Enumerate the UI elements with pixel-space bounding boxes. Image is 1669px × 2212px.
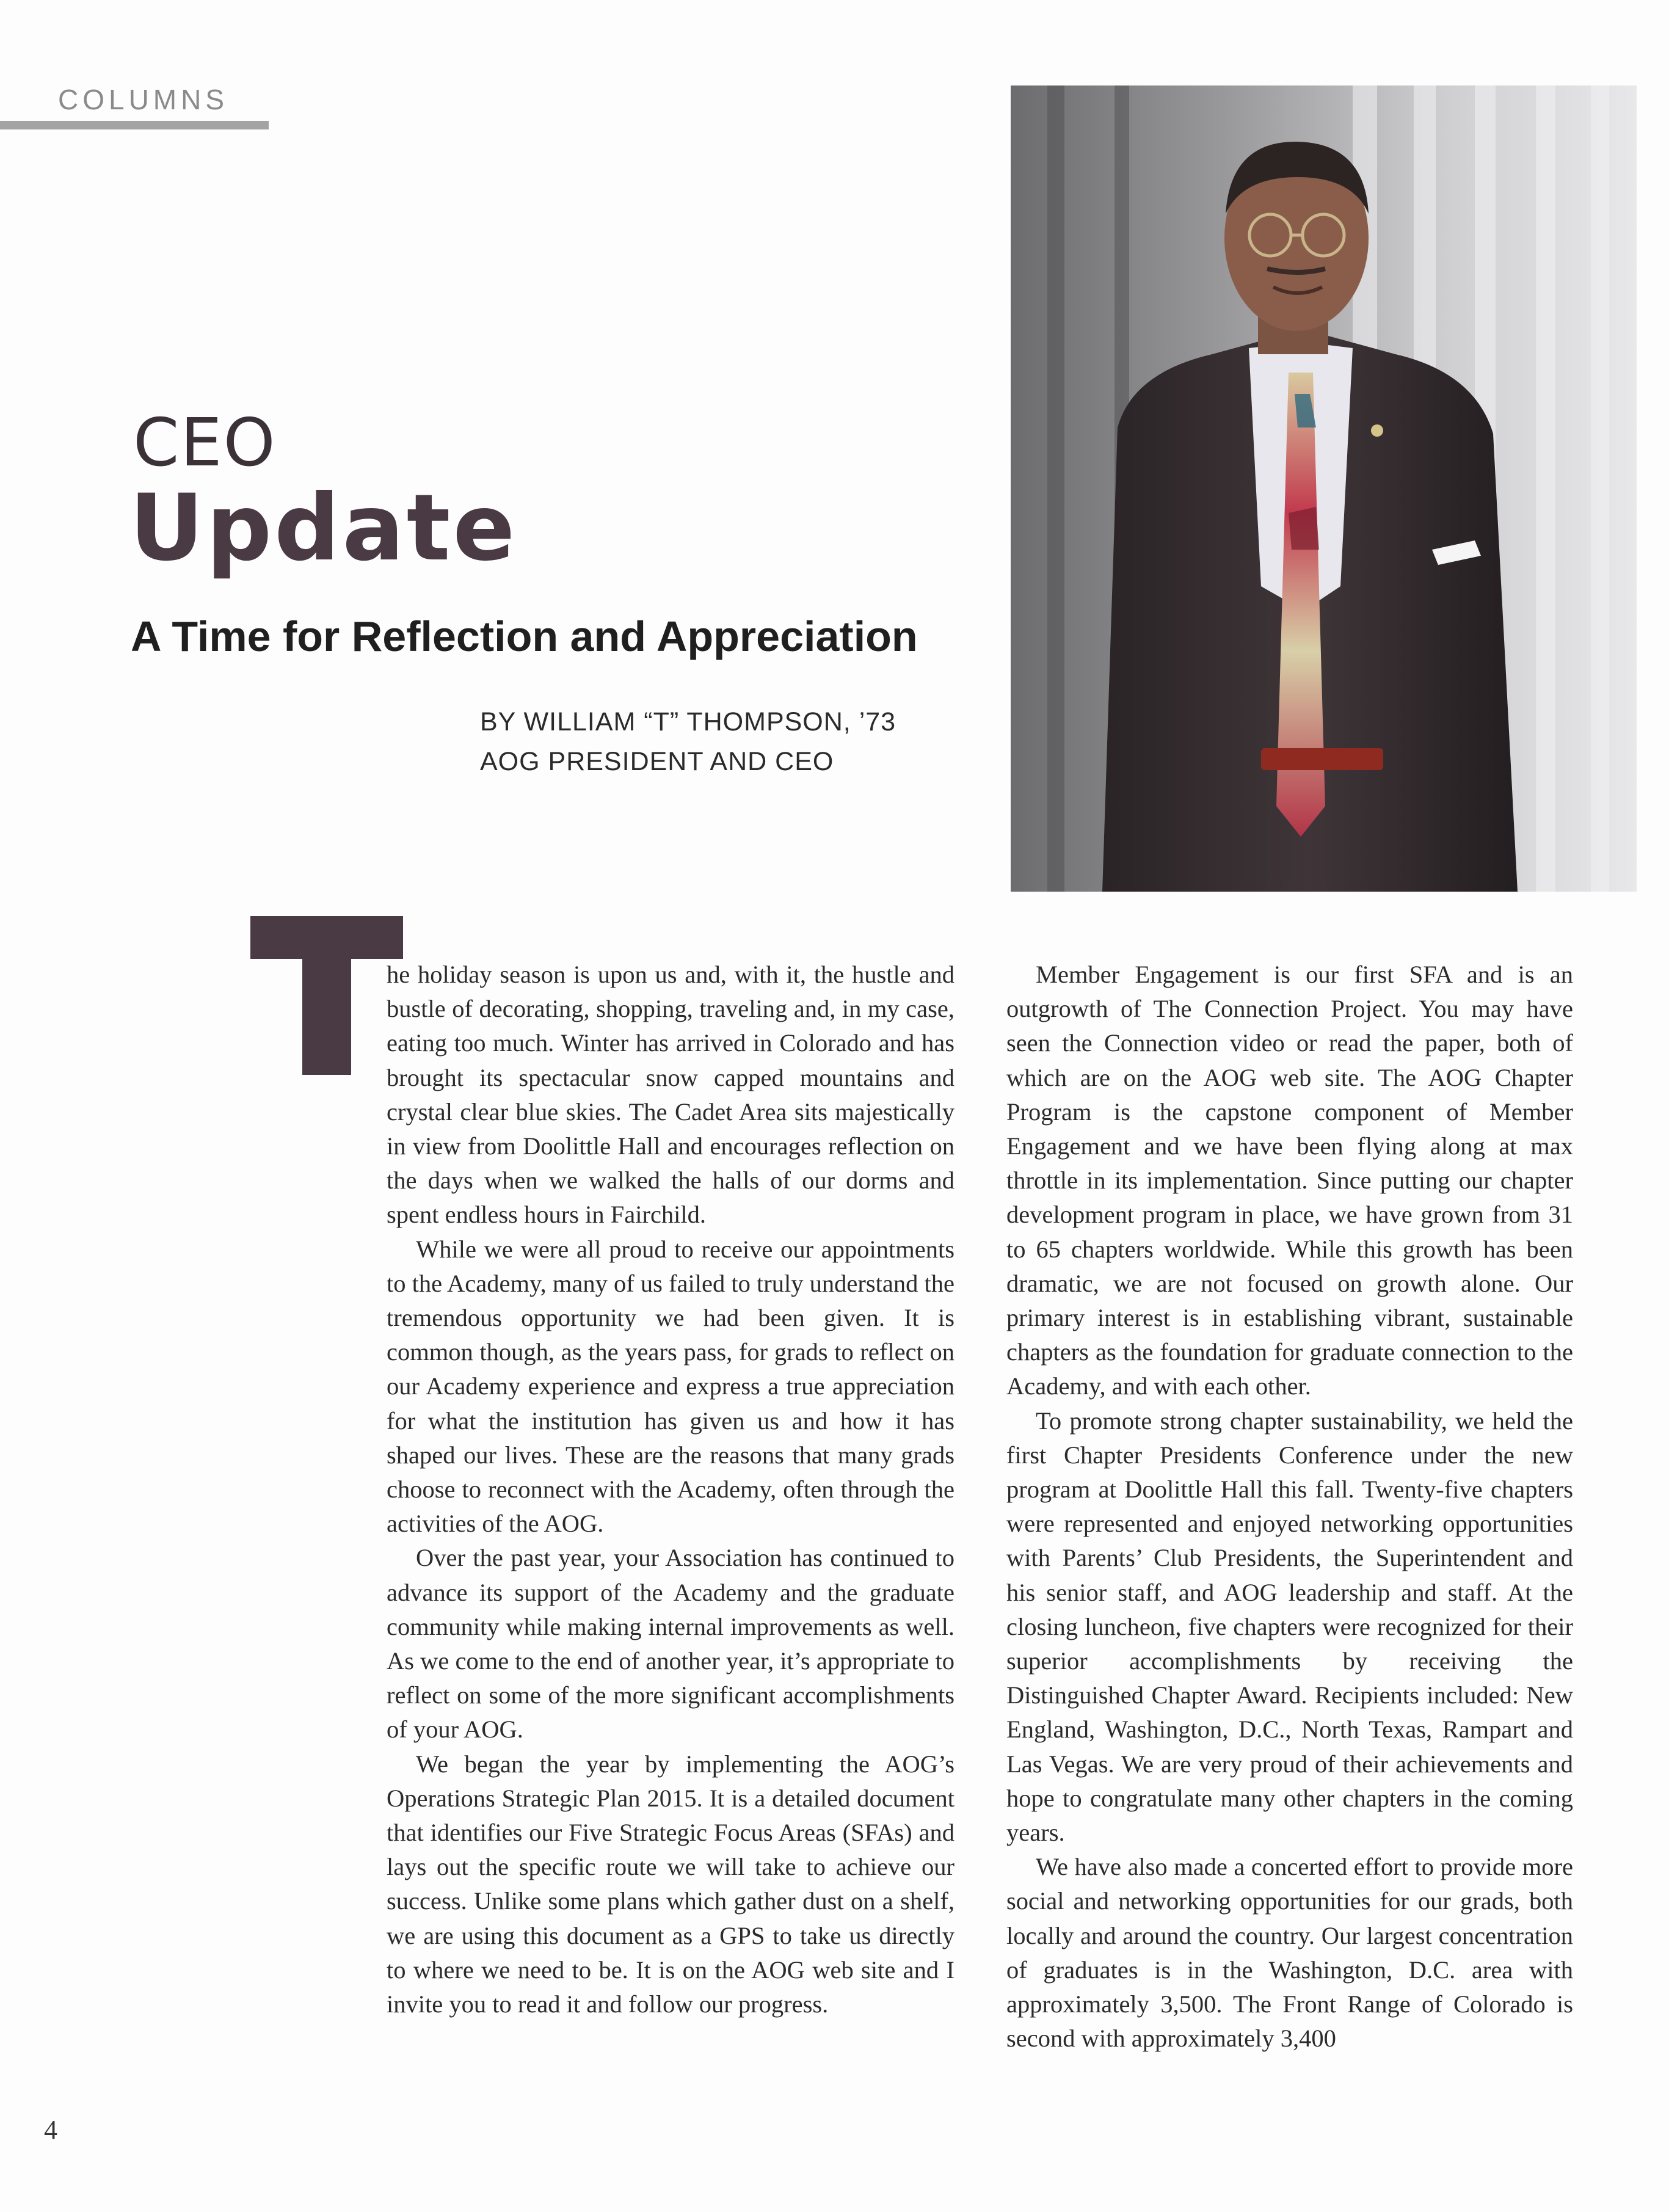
paragraph: he holiday season is upon us and, with it, the hustle and bustle of decorating, shopping, traveling and, in my case, eating too much. Winter has arrived in Colorado and has brought its spectacular snow capped mountains and crystal clear blue skies. The Cadet Area sits majestically in view from Doolittle Hall and encourages reflection on the days when we walked the halls of our dorms and spent endless hours in Fairchild.: [387, 961, 954, 1229]
article-subtitle: A Time for Reflection and Appreciation: [131, 613, 918, 660]
byline-title: AOG PRESIDENT AND CEO: [480, 746, 834, 776]
paragraph: While we were all proud to receive our appointments to the Academy, many of us failed to truly understand the tremendous opportunity we had been given. It is common though, as the years pass, for grads to reflect on our Academy experience and express a true appreciation for what the institution has given us and how it has shaped our lives. These are the reasons that many grads choose to reconnect with the Academy, often through the activities of the AOG.: [387, 1235, 954, 1538]
article-column-right: [1006, 958, 1573, 2056]
paragraph: We began the year by implementing the AOG’s Operations Strategic Plan 2015. It is a detailed document that identifies our Five Strategic Focus Areas (SFAs) and lays out the specific route we will take to achieve our success. Unlike some plans which gather dust on a shelf, we are using this document as a GPS to take us directly to where we need to be. It is on the AOG web site and I invite you to read it and follow our progress.: [387, 1750, 954, 2018]
title-update: Update: [129, 475, 518, 581]
title-ceo: CEO: [133, 405, 277, 481]
page-number: 4: [44, 2115, 57, 2145]
byline-author: BY WILLIAM “T” THOMPSON, ’73: [480, 707, 896, 737]
paragraph: Over the past year, your Association has continued to advance its support of the Academy and the graduate community while making internal improvements as well. As we come to the end of another year, it’s appropriate to reflect on some of the more significant accomplishments of your AOG.: [387, 1544, 954, 1744]
author-portrait-photo: [1011, 85, 1637, 892]
section-rule: [0, 121, 269, 129]
paragraph: We have also made a concerted effort to provide more social and networking opportunities for our grads, both locally and around the country. Our largest concentration of graduates is in the Washington, D.C. area with approximately 3,500. The Front Range of Colorado is second with approximately 3,400: [1006, 1853, 1573, 2053]
portrait-illustration: [1011, 85, 1637, 892]
paragraph: To promote strong chapter sustainability, we held the first Chapter Presidents Conference under the new program at Doolittle Hall this fall. Twenty-five chapters were represented and enjoyed networking opportunities with Parents’ Club Presidents, the Superintendent and his senior staff, and AOG leadership and staff. At the closing luncheon, five chapters were recognized for their superior accomplishments by receiving the Distinguished Chapter Award. Recipients included: New England, Washington, D.C., North Texas, Rampart and Las Vegas. We are very proud of their achievements and hope to congratulate many other chapters in the coming years.: [1006, 1406, 1573, 1847]
byline: [480, 702, 896, 781]
article-column-left: [387, 958, 954, 2021]
drop-cap-letter: [250, 916, 403, 1075]
paragraph: Member Engagement is our first SFA and is an outgrowth of The Connection Project. You may have seen the Connection video or read the paper, both of which are on the AOG web site. The AOG Chapter Program is the capstone component of Member Engagement and we have been flying along at max throttle in its implementation. Since putting our chapter development program in place, we have grown from 31 to 65 chapters worldwide. While this growth has been dramatic, we are not focused on growth alone. Our primary interest is in establishing vibrant, sustainable chapters as the foundation for graduate connection to the Academy, and with each other.: [1006, 961, 1573, 1400]
section-label: COLUMNS: [58, 84, 229, 115]
